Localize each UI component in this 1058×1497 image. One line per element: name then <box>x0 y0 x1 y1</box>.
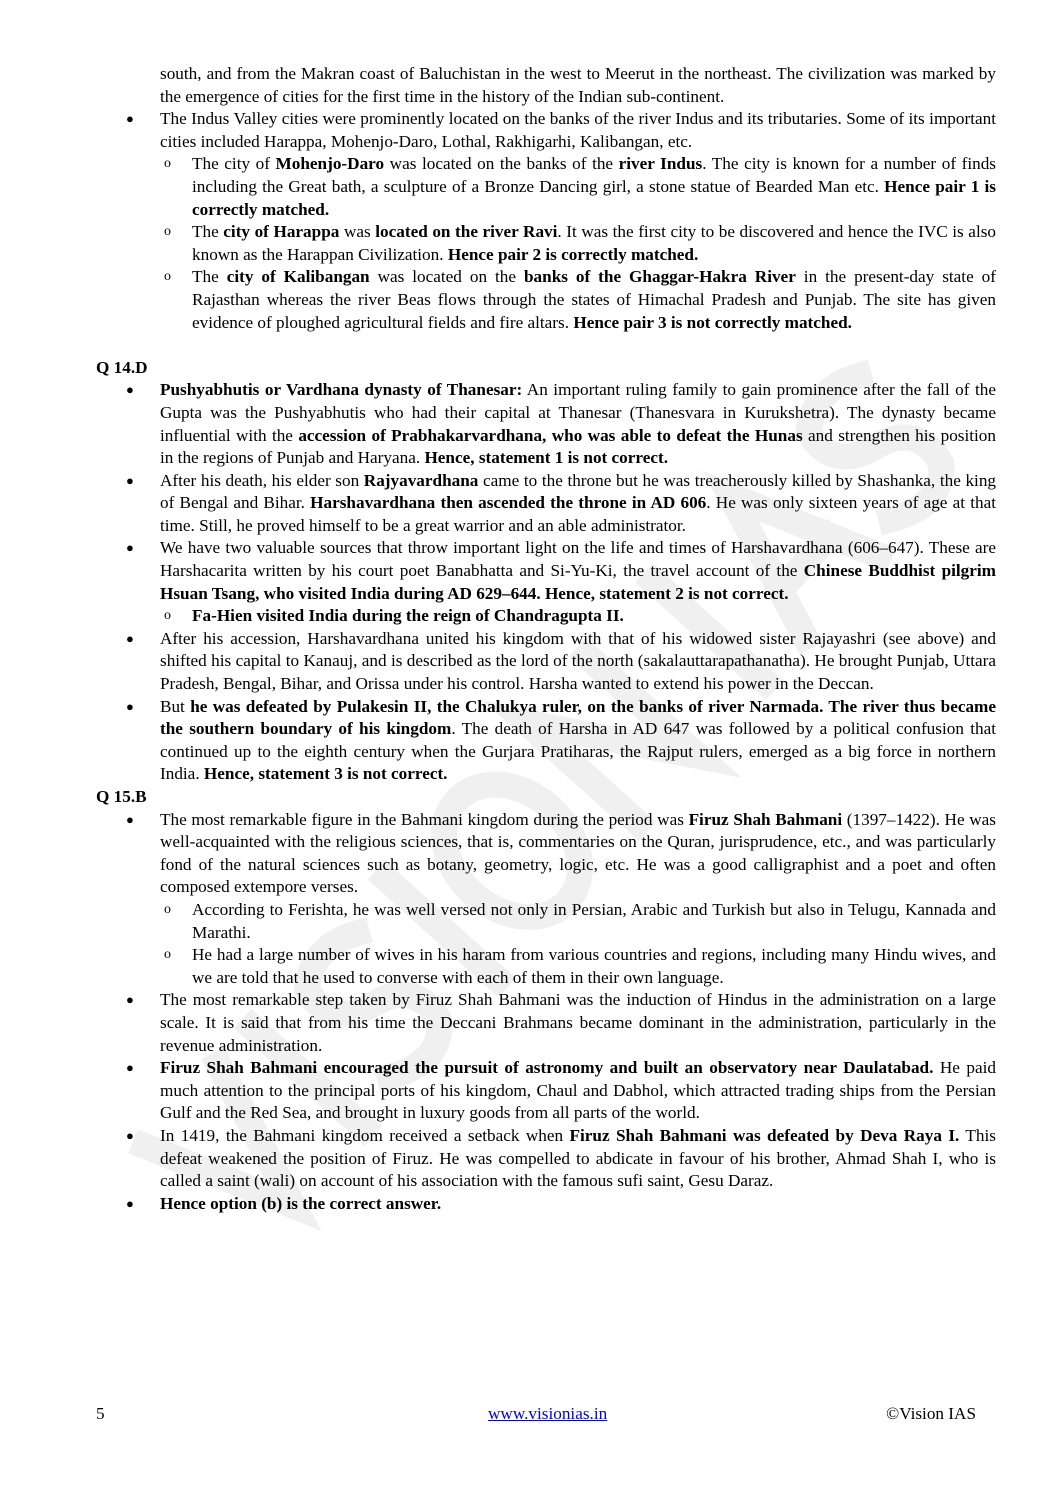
bullet-icon: ● <box>126 1127 134 1143</box>
bullet-icon: ● <box>126 630 134 646</box>
text: The <box>192 222 224 242</box>
bold-text: Mohenjo-Daro <box>275 154 385 174</box>
page-number: 5 <box>96 1404 105 1423</box>
sub-bullet-item <box>164 221 996 266</box>
bullet-icon: ● <box>126 111 134 127</box>
bullet-item <box>126 537 997 605</box>
sub-bullet-icon: o <box>164 608 171 624</box>
text: But <box>160 696 191 716</box>
text: and strengthen his position in the regions of Punjab and Haryana. <box>160 425 996 468</box>
text: was <box>339 222 376 242</box>
bullet-icon: ● <box>126 1195 134 1211</box>
bullet-icon: ● <box>126 472 134 488</box>
bold-text: Hence, statement 3 is not correct. <box>203 764 448 784</box>
copyright: ©Vision IAS <box>886 1404 976 1423</box>
bullet-item <box>126 696 997 786</box>
paragraph <box>160 63 996 108</box>
bold-text: Firuz Shah Bahmani encouraged the pursuit of astronomy and built an observatory near Daulatabad. <box>160 1058 934 1078</box>
bullet-item <box>126 1057 996 1125</box>
bold-text: Rajyavardhana <box>363 470 479 490</box>
bullet-item <box>126 379 996 469</box>
bold-text: city of Harappa <box>223 222 340 242</box>
sub-bullet-icon: o <box>164 269 171 285</box>
sub-bullet-item <box>164 605 996 628</box>
bold-text: located on the river Ravi <box>375 222 558 242</box>
text: He paid much attention to the principal ports of his kingdom, Chaul and Dabhol, which attracted trading ships from the Persian Gulf and the Red Sea, and brought in luxury goods from all parts of the world. <box>160 1058 996 1123</box>
text: According to Ferishta, he was well versed not only in Persian, Arabic and Turkish but also in Telugu, Kannada and Marathi. <box>192 899 996 942</box>
bullet-icon: ● <box>126 1060 134 1076</box>
sub-bullet-icon: o <box>164 156 171 172</box>
bold-text: Pushyabhutis or Vardhana dynasty of Thanesar: <box>160 380 523 400</box>
bold-text: Firuz Shah Bahmani was defeated by Deva Raya I. <box>569 1125 960 1145</box>
document-body <box>96 63 996 1215</box>
bold-text: Hence pair 1 is correctly matched. <box>192 176 996 219</box>
bullet-item <box>126 1193 996 1216</box>
bullet-item <box>126 989 996 1057</box>
bold-text: Firuz Shah Bahmani <box>688 809 843 829</box>
text: This defeat weakened the position of Firuz. He was compelled to abdicate in favour of his brother, Ahmad Shah I, who is called a saint (wali) on account of his association with the famous sufi saint, Gesu Daraz. <box>160 1125 996 1191</box>
bold-text: Hence pair 3 is not correctly matched. <box>573 312 852 332</box>
bold-text: Chinese Buddhist pilgrim Hsuan Tsang, who visited India during AD 629–644. Hence, statement 2 is not correct. <box>160 561 997 603</box>
bold-text: accession of Prabhakarvardhana, who was able to defeat the Hunas <box>298 425 803 445</box>
bold-text: Hence pair 2 is correctly matched. <box>447 244 699 264</box>
text: . The city is known for a number of finds including the Great bath, a sculpture of a Bronze Dancing girl, a stone statue of Bearded Man etc. <box>192 154 996 196</box>
text: The most remarkable step taken by Firuz Shah Bahmani was the induction of Hindus in the administration on a large scale. It is said that from his time the Deccani Brahmans became dominant in the administration, particularly in the revenue administration. <box>160 990 996 1055</box>
bold-text: Hence option (b) is the correct answer. <box>160 1193 442 1213</box>
text: The city of <box>192 154 276 174</box>
bold-text: he was defeated by Pulakesin II, the Chalukya ruler, on the banks of river Narmada. The river thus became the southern boundary of his kingdom <box>160 696 996 739</box>
bullet-item <box>126 628 996 696</box>
text: After his accession, Harshavardhana united his kingdom with that of his widowed sister Rajayashri (see above) and shifted his capital to Kanauj, and is described as the lord of the north (sakalauttarapathanatha). He brought Punjab, Uttara Pradesh, Bengal, Bihar, and Orissa under his control. Harsha wanted to extend his power in the Deccan. <box>160 628 996 694</box>
bold-text: Q 14.D <box>96 357 148 377</box>
bold-text: Fa-Hien visited India during the reign of Chandragupta II. <box>192 606 624 626</box>
question-heading <box>96 786 996 809</box>
text: . He was only sixteen years of age at that time. Still, he proved himself to be a great warrior and an able administrator. <box>160 493 996 535</box>
bold-text: Hence, statement 1 is not correct. <box>424 448 668 468</box>
bullet-item <box>126 1125 996 1193</box>
question-heading <box>96 357 996 380</box>
text: in the present-day state of Rajasthan whereas the river Beas flows through the states of Himachal Pradesh and Punjab. The site has given evidence of ploughed agricultural fields and fire altars. <box>192 267 996 332</box>
sub-bullet-item <box>164 153 996 221</box>
text: The Indus Valley cities were prominently located on the banks of the river Indus and its tributaries. Some of its important cities included Harappa, Mohenjo-Daro, Lothal, Rakhigarhi, Kalibangan, etc. <box>160 109 996 151</box>
bullet-icon: ● <box>126 540 134 556</box>
text: was located on the <box>369 267 524 287</box>
sub-bullet-icon: o <box>164 224 171 240</box>
bullet-icon: ● <box>126 382 134 398</box>
website-link[interactable]: www.visionias.in <box>488 1404 608 1423</box>
text: After his death, his elder son <box>160 470 364 490</box>
sub-bullet-icon: o <box>164 947 171 963</box>
text: south, and from the Makran coast of Baluchistan in the west to Meerut in the northeast. The civilization was marked by the emergence of cities for the first time in the history of the Indian sub-continent. <box>160 64 996 106</box>
page-footer <box>96 1403 976 1427</box>
text: We have two valuable sources that throw important light on the life and times of Harshavardhana (606–647). These are Harshacarita written by his court poet Banabhatta and Si-Yu-Ki, the travel account of the <box>160 538 996 581</box>
text: The most remarkable figure in the Bahmani kingdom during the period was <box>160 809 689 829</box>
bold-text: Harshavardhana then ascended the throne in AD 606 <box>310 493 707 513</box>
text: In 1419, the Bahmani kingdom received a setback when <box>160 1125 570 1145</box>
bold-text: banks of the Ghaggar-Hakra River <box>523 267 796 287</box>
sub-bullet-item <box>164 266 996 334</box>
bullet-icon: ● <box>126 992 134 1008</box>
text: . The death of Harsha in AD 647 was followed by a political confusion that continued up to the eighth century when the Gurjara Pratiharas, the Rajput rulers, emerged as a big force in northern India. <box>160 719 997 784</box>
bold-text: Q 15.B <box>96 787 147 806</box>
bullet-icon: ● <box>126 698 134 714</box>
bullet-item <box>126 809 996 899</box>
sub-bullet-icon: o <box>164 901 171 917</box>
text: came to the throne but he was treacherously killed by Shashanka, the king of Bengal and Bihar. <box>160 470 997 513</box>
text: (1397–1422). He was well-acquainted with the religious sciences, that is, commentaries on the Quran, jurisprudence, etc., and was particularly fond of the natural sciences such as botany, geometry, logic, etc. He was a good calligraphist and a poet and often composed extempore verses. <box>160 809 996 897</box>
text: An important ruling family to gain prominence after the fall of the Gupta was the Pushyabhutis who had their capital at Thanesar (Thanesvara in Kurukshetra). The dynasty became influential with the <box>160 380 996 445</box>
bullet-icon: ● <box>126 811 134 827</box>
bullet-item <box>126 470 997 538</box>
bold-text: river Indus <box>618 154 703 174</box>
text: He had a large number of wives in his haram from various countries and regions, including many Hindu wives, and we are told that he used to converse with each of them in their own language. <box>192 945 996 987</box>
bullet-item <box>126 108 996 153</box>
sub-bullet-item <box>164 899 996 944</box>
text: The <box>192 267 227 287</box>
bold-text: city of Kalibangan <box>226 267 370 287</box>
sub-bullet-item <box>164 944 996 989</box>
text: was located on the banks of the <box>384 154 619 174</box>
text: . It was the first city to be discovered and hence the IVC is also known as the Harappan Civilization. <box>192 222 996 264</box>
